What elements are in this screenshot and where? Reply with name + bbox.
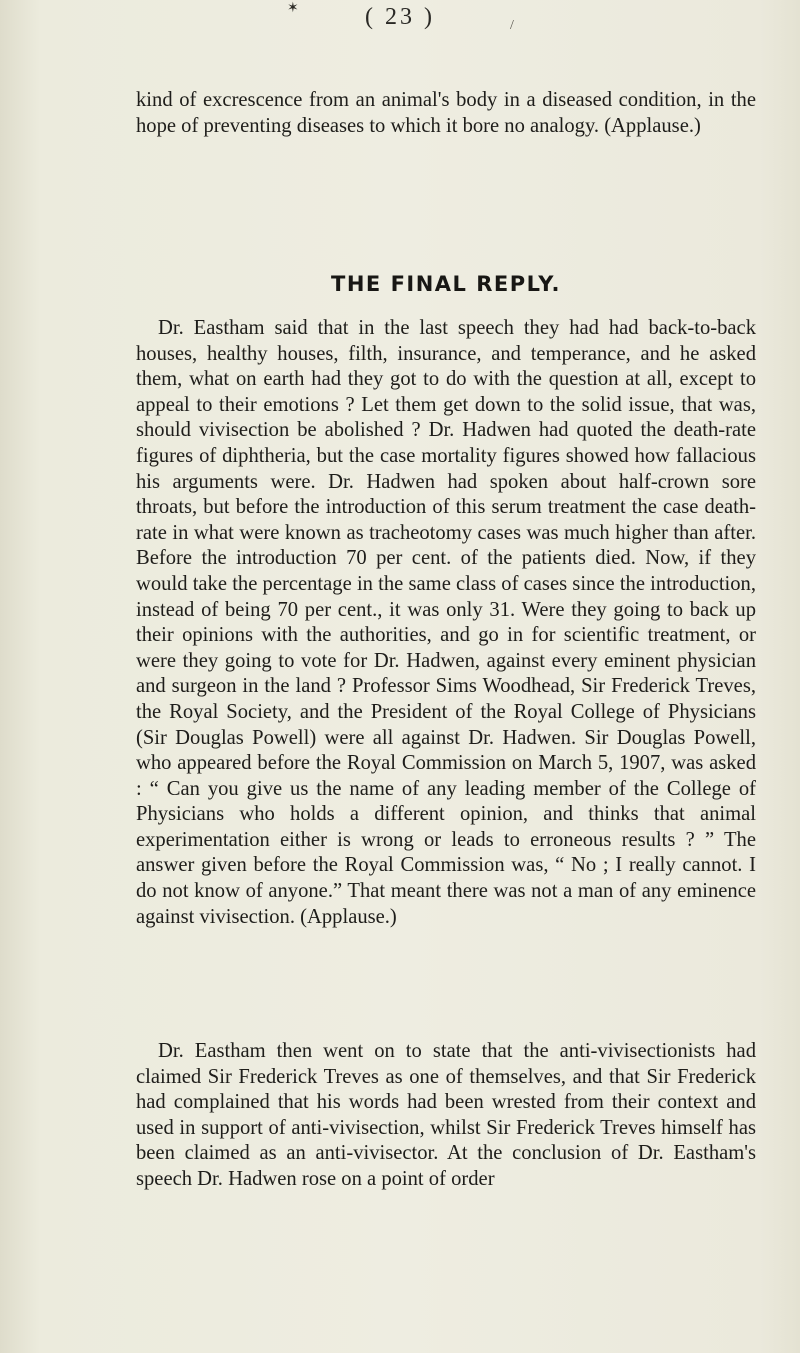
final-paragraph: Dr. Eastham then went on to state that the anti-vivisectionists had claimed Sir Frederick Treves as one of themselves, and that Sir Frederick had complained that his words had been wrested from their context and used in support of anti-vivisection, whilst Sir Frederick Treves himself has been claimed as an anti-vivisector. At the conclusion of Dr. Eastham's speech Dr. Hadwen rose on a point of order	[136, 1040, 756, 1190]
page-number: ( 23 )	[365, 4, 435, 30]
final-paragraph-block	[136, 1039, 756, 1193]
print-mark: /	[510, 18, 514, 33]
main-paragraph-block	[136, 316, 756, 930]
continuation-paragraph: kind of excrescence from an animal's body in a diseased condition, in the hope of preventing diseases to which it bore no analogy. (Applause.)	[136, 89, 756, 137]
continuation-paragraph-block	[136, 88, 756, 139]
main-paragraph: Dr. Eastham said that in the last speech they had had back-to-back houses, healthy houses, filth, insurance, and temperance, and he asked them, what on earth had they got to do with the question at all, except to appeal to their emotions ? Let them get down to the solid issue, that was, should vivisection be abolished ? Dr. Hadwen had quoted the death-rate figures of diphtheria, but the case mortality figures showed how fallacious his arguments were. Dr. Hadwen had spoken about half-crown sore throats, but before the introduction of this serum treatment the case death-rate in what were known as tracheotomy cases was much higher than after. Before the introduction 70 per cent. of the patients died. Now, if they would take the percentage in the same class of cases since the introduction, instead of being 70 per cent., it was only 31. Were they going to back up their opinions with the authorities, and go in for scientific treatment, or were they going to vote for Dr. Hadwen, against every eminent physician and surgeon in the land ? Professor Sims Woodhead, Sir Frederick Treves, the Royal Society, and the President of the Royal College of Physicians (Sir Douglas Powell) were all against Dr. Hadwen. Sir Douglas Powell, who appeared before the Royal Commission on March 5, 1907, was asked : “ Can you give us the name of any leading member of the College of Physicians who holds a different opinion, and thinks that animal experimentation either is wrong or leads to erroneous results ? ” The answer given before the Royal Commission was, “ No ; I really cannot. I do not know of anyone.” That meant there was not a man of any eminence against vivisection. (Applause.)	[136, 317, 756, 928]
print-mark: ✶	[287, 1, 299, 16]
section-heading: THE FINAL REPLY.	[331, 272, 561, 296]
